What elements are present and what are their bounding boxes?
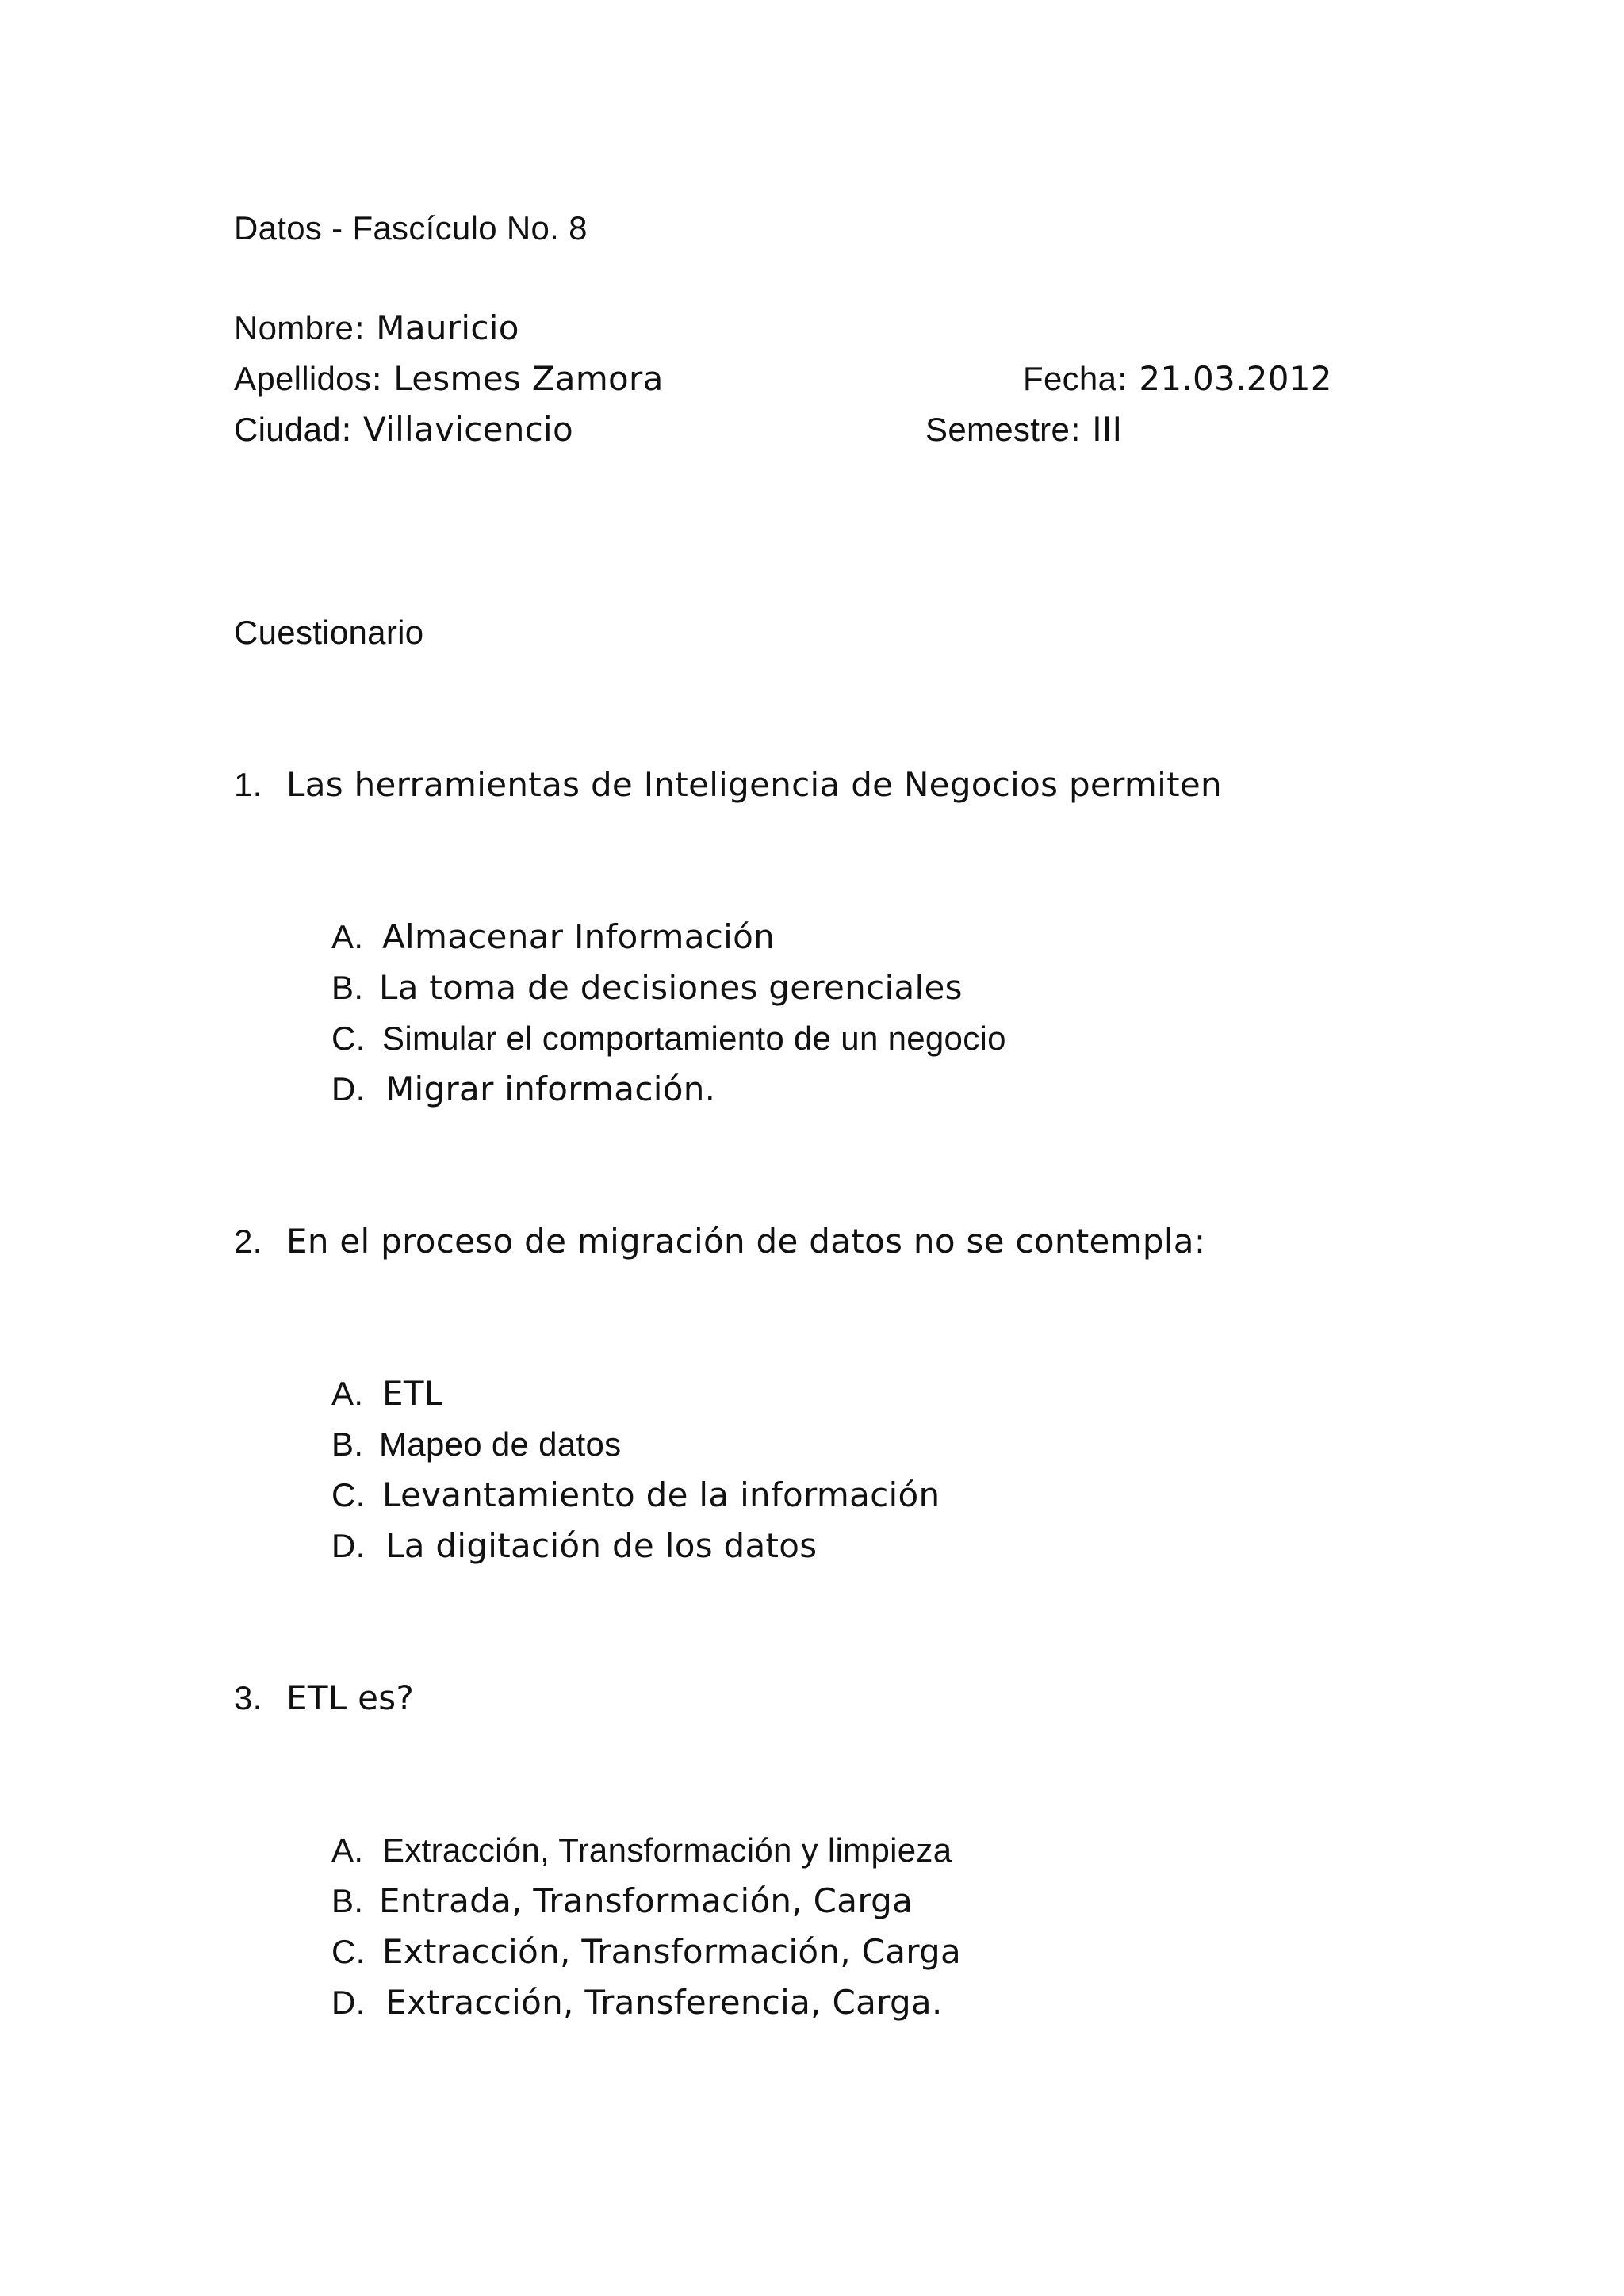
city-label: Ciudad: [234, 411, 341, 448]
option-letter: C.: [331, 1933, 366, 1970]
city-row: [234, 409, 573, 450]
q2-option-d: [331, 1525, 817, 1567]
q2-option-b: [331, 1424, 621, 1465]
q1-option-a: [331, 916, 775, 958]
question-3: [234, 1678, 414, 1719]
city-colon: :: [340, 410, 353, 449]
name-label: Nombre: [234, 309, 354, 346]
q2-option-a: [331, 1373, 443, 1414]
surname-colon: :: [371, 359, 383, 398]
surname-row: [234, 358, 664, 400]
option-letter: D.: [331, 1527, 366, 1564]
option-text: Almacenar Información: [382, 917, 776, 956]
date-value: 21.03.2012: [1139, 359, 1332, 398]
section-title: Cuestionario: [234, 614, 424, 651]
q3-option-a: [331, 1830, 952, 1871]
option-letter: B.: [331, 969, 364, 1006]
name-value: Mauricio: [376, 308, 519, 347]
question-text: En el proceso de migración de datos no se contempla:: [286, 1222, 1206, 1261]
q2-option-c: [331, 1475, 940, 1516]
question-number: 3.: [234, 1679, 262, 1716]
option-text: Levantamiento de la información: [382, 1475, 940, 1514]
option-text: Extracción, Transformación, Carga: [382, 1932, 962, 1971]
option-text: ETL: [382, 1374, 443, 1413]
option-letter: B.: [331, 1425, 364, 1463]
name-colon: :: [354, 308, 366, 347]
semester-label: Semestre: [925, 411, 1071, 448]
q1-option-d: [331, 1069, 715, 1110]
question-text: ETL es?: [286, 1678, 415, 1717]
option-text: Migrar información.: [385, 1070, 716, 1108]
question-text: Las herramientas de Inteligencia de Negocios permiten: [286, 765, 1222, 804]
option-letter: D.: [331, 1070, 366, 1108]
q3-option-b: [331, 1881, 913, 1922]
option-text-selected: Mapeo de datos: [379, 1425, 622, 1463]
option-letter: A.: [331, 1375, 364, 1412]
question-1: [234, 764, 1222, 806]
date-row: [1023, 358, 1332, 400]
q3-option-c: [331, 1931, 961, 1973]
document-title: Datos - Fascículo No. 8: [234, 209, 588, 247]
option-letter: C.: [331, 1476, 366, 1513]
city-value: Villavicencio: [363, 410, 574, 449]
option-letter: A.: [331, 918, 364, 955]
option-letter: B.: [331, 1882, 364, 1919]
question-number: 1.: [234, 766, 262, 803]
option-text: La digitación de los datos: [385, 1526, 818, 1565]
surname-label: Apellidos: [234, 360, 372, 397]
name-row: [234, 308, 519, 349]
semester-value: III: [1092, 410, 1123, 449]
option-text-selected: Simular el comportamiento de un negocio: [382, 1020, 1006, 1057]
date-colon: :: [1116, 359, 1128, 398]
question-number: 2.: [234, 1223, 262, 1260]
date-label: Fecha: [1023, 360, 1117, 397]
q1-option-c: [331, 1018, 1006, 1059]
semester-colon: :: [1070, 410, 1082, 449]
surname-value: Lesmes Zamora: [393, 359, 664, 398]
option-letter: A.: [331, 1831, 364, 1869]
semester-row: [925, 409, 1122, 450]
option-text: Entrada, Transformación, Carga: [379, 1881, 914, 1920]
q1-option-b: [331, 967, 963, 1008]
option-text: Extracción, Transferencia, Carga.: [385, 1983, 943, 2022]
option-letter: C.: [331, 1020, 366, 1057]
question-2: [234, 1221, 1205, 1262]
option-text: La toma de decisiones gerenciales: [379, 968, 963, 1007]
option-letter: D.: [331, 1984, 366, 2021]
q3-option-d: [331, 1982, 943, 2023]
option-text-selected: Extracción, Transformación y limpieza: [382, 1831, 952, 1869]
